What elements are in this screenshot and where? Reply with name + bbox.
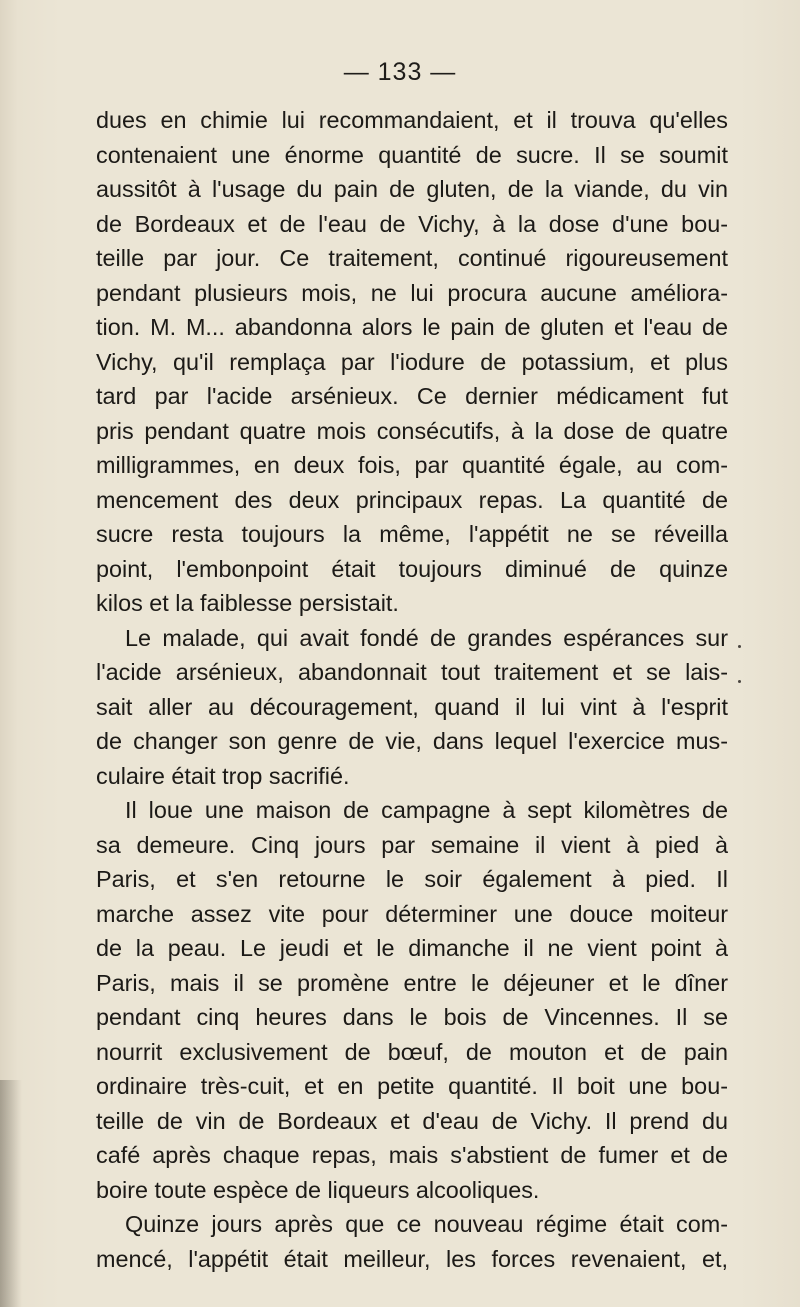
text-line: Il loue une maison de campagne à sept kilomètres de bbox=[125, 797, 728, 823]
text-line: milligrammes, en deux fois, par quantité égale, au com- bbox=[96, 452, 728, 478]
text-line: kilos et la faiblesse persistait. bbox=[96, 590, 399, 616]
text-line: pris pendant quatre mois consécutifs, à la dose de quatre bbox=[96, 417, 728, 444]
text-line: aussitôt à l'usage du pain de gluten, de la viande, du vin bbox=[96, 176, 728, 202]
text-line: l'acide arsénieux, abandonnait tout traitement et se lais- bbox=[96, 659, 728, 685]
text-line: teille de vin de Bordeaux et d'eau de Vichy. Il prend du bbox=[96, 1107, 728, 1134]
page-edge-shadow bbox=[0, 1080, 22, 1307]
text-line: mencement des deux principaux repas. La quantité de bbox=[96, 486, 728, 513]
text-line: Paris, mais il se promène entre le déjeuner et le dîner bbox=[96, 969, 728, 996]
margin-speck bbox=[738, 645, 741, 648]
text-line: point, l'embonpoint était toujours diminué de quinze bbox=[96, 555, 728, 582]
text-line: de Bordeaux et de l'eau de Vichy, à la dose d'une bou- bbox=[96, 210, 728, 237]
text-line: mencé, l'appétit était meilleur, les forces revenaient, et, bbox=[96, 1245, 728, 1272]
text-line: ordinaire très-cuit, et en petite quantité. Il boit une bou- bbox=[96, 1073, 728, 1099]
text-line: pendant plusieurs mois, ne lui procura aucune améliora- bbox=[96, 279, 728, 306]
text-line: de changer son genre de vie, dans lequel l'exercice mus- bbox=[96, 728, 728, 754]
text-line: marche assez vite pour déterminer une douce moiteur bbox=[96, 900, 728, 927]
text-line: Paris, et s'en retourne le soir également à pied. Il bbox=[96, 866, 728, 892]
text-line: sucre resta toujours la même, l'appétit ne se réveilla bbox=[96, 521, 728, 547]
margin-speck bbox=[738, 680, 741, 683]
text-line: pendant cinq heures dans le bois de Vincennes. Il se bbox=[96, 1004, 728, 1030]
text-line: dues en chimie lui recommandaient, et il trouva qu'elles bbox=[96, 107, 728, 133]
text-line: contenaient une énorme quantité de sucre. Il se soumit bbox=[96, 141, 728, 168]
text-line: sait aller au découragement, quand il lui vint à l'esprit bbox=[96, 693, 728, 720]
text-line: nourrit exclusivement de bœuf, de mouton et de pain bbox=[96, 1038, 728, 1065]
text-line: culaire était trop sacrifié. bbox=[96, 762, 350, 789]
text-line: teille par jour. Ce traitement, continué rigoureusement bbox=[96, 245, 728, 271]
text-line: boire toute espèce de liqueurs alcooliques. bbox=[96, 1176, 540, 1203]
text-line: de la peau. Le jeudi et le dimanche il ne vient point à bbox=[96, 935, 728, 961]
text-line: Quinze jours après que ce nouveau régime était com- bbox=[125, 1211, 728, 1237]
text-line: tard par l'acide arsénieux. Ce dernier médicament fut bbox=[96, 383, 728, 409]
body-text bbox=[96, 103, 728, 1276]
text-line: Le malade, qui avait fondé de grandes espérances sur bbox=[125, 624, 728, 651]
text-line: café après chaque repas, mais s'abstient de fumer et de bbox=[96, 1142, 728, 1168]
page-number: — 133 — bbox=[343, 58, 457, 86]
text-line: sa demeure. Cinq jours par semaine il vient à pied à bbox=[96, 831, 728, 858]
text-line: tion. M. M... abandonna alors le pain de gluten et l'eau de bbox=[96, 314, 728, 340]
text-line: Vichy, qu'il remplaça par l'iodure de potassium, et plus bbox=[96, 348, 728, 375]
